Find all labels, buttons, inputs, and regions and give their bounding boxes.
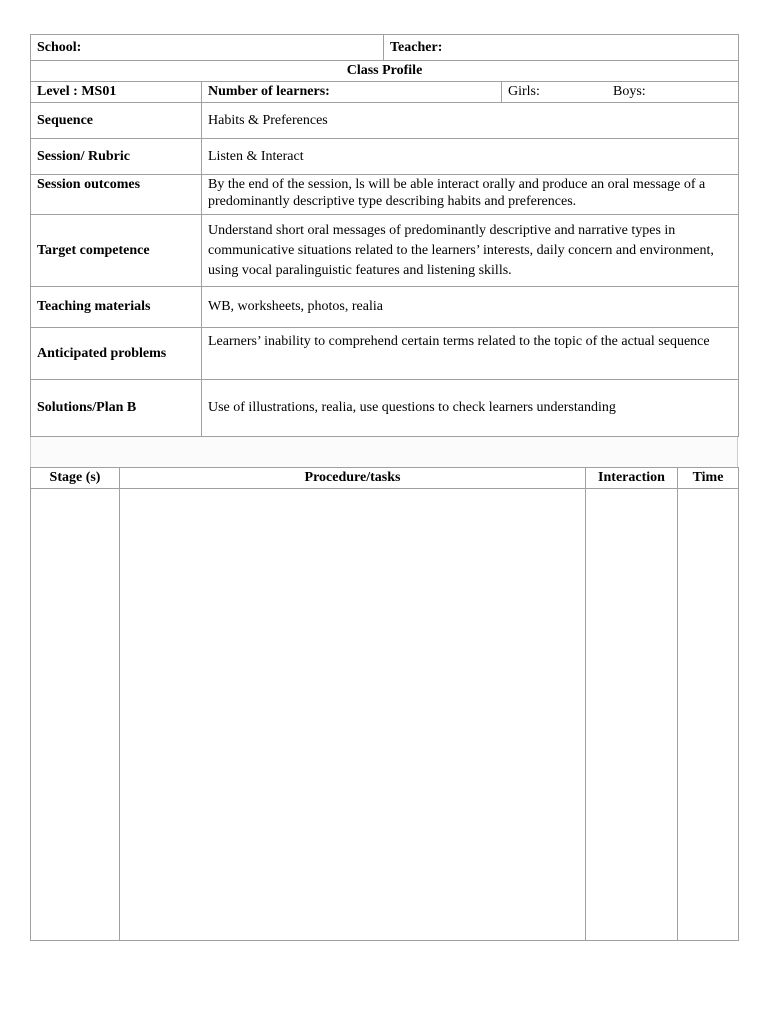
girls-boys-cell: [502, 82, 739, 103]
header-time: Time: [678, 468, 739, 489]
procedure-table: [30, 467, 739, 941]
boys-label: Boys:: [613, 84, 646, 99]
header-interaction: Interaction: [586, 468, 678, 489]
row-value-session-rubric: Listen & Interact: [202, 139, 739, 175]
class-profile-heading: Class Profile: [31, 61, 739, 82]
stage-cell[interactable]: [31, 489, 120, 941]
lesson-plan-document: [30, 34, 738, 941]
time-cell[interactable]: [678, 489, 739, 941]
class-profile-table: [30, 34, 739, 437]
row-value-anticipated-problems: Learners’ inability to comprehend certain terms related to the topic of the actual sequence: [202, 328, 739, 380]
row-label-anticipated-problems: Anticipated problems: [31, 328, 202, 380]
teacher-label: Teacher:: [384, 35, 739, 61]
school-label: School:: [31, 35, 384, 61]
row-value-sequence: Habits & Preferences: [202, 103, 739, 139]
row-value-target-competence: Understand short oral messages of predominantly descriptive and narrative types in communicative situations related to the learners’ interests, daily concern and environment, using vocal paralinguistic features and listening skills.: [202, 215, 739, 287]
header-procedure-tasks: Procedure/tasks: [120, 468, 586, 489]
row-label-sequence: Sequence: [31, 103, 202, 139]
girls-label: Girls:: [508, 84, 540, 99]
row-label-solutions-plan-b: Solutions/Plan B: [31, 380, 202, 437]
interaction-cell[interactable]: [586, 489, 678, 941]
row-label-target-competence: Target competence: [31, 215, 202, 287]
learners-label: Number of learners:: [202, 82, 502, 103]
procedure-cell[interactable]: [120, 489, 586, 941]
table-spacer: [30, 437, 738, 467]
header-stage: Stage (s): [31, 468, 120, 489]
row-value-solutions-plan-b: Use of illustrations, realia, use questions to check learners understanding: [202, 380, 739, 437]
level-label: Level : MS01: [31, 82, 202, 103]
row-label-session-outcomes: Session outcomes: [31, 175, 202, 215]
row-value-teaching-materials: WB, worksheets, photos, realia: [202, 287, 739, 328]
row-label-session-rubric: Session/ Rubric: [31, 139, 202, 175]
row-value-session-outcomes: By the end of the session, ls will be able interact orally and produce an oral message of a predominantly descriptive type describing habits and preferences.: [202, 175, 739, 215]
row-label-teaching-materials: Teaching materials: [31, 287, 202, 328]
